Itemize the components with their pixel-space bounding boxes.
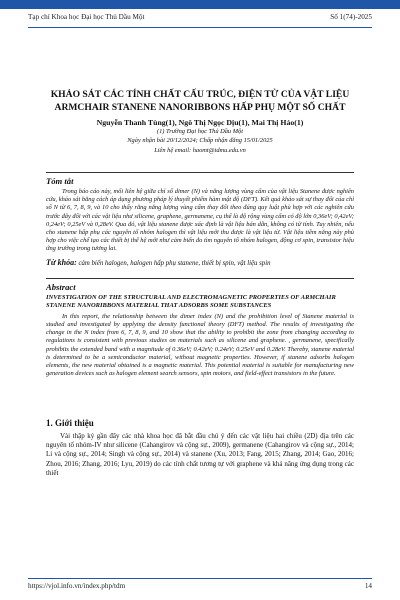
- journal-name: Tạp chí Khoa học Đại học Thủ Dầu Một: [28, 13, 145, 21]
- page-header: [28, 13, 372, 25]
- header-color-bar: [0, 0, 400, 9]
- abstract-title: INVESTIGATION OF THE STRUCTURAL AND ELECTROMAGNETIC PROPERTIES OF ARMCHAIR STANENE NANORIBBONS MATERIAL THAT ADSORBS SOME SUBSTANCES: [46, 294, 336, 310]
- abstract-heading: Abstract: [46, 282, 76, 292]
- summary-heading: Tóm tắt: [46, 176, 74, 186]
- author-affiliation: (1) Trường Đại học Thủ Dầu Một: [156, 128, 244, 136]
- author-block: [28, 118, 372, 155]
- footer-rule: [28, 578, 372, 579]
- abstract-text: In this report, the relationship between the dimer index (N) and the prohibition level of Stanene material is studied and investigated by applying the density functional theory (DFT) method. The results of investigating the change in the N index from 6, 7, 8, 9, and 10 show that the ability to prohibit the zone from changing according to regulations is consistent with previous studies on materials such as silicene and graphene. , germanene, specifically prohibits the extended band with a magnitude of 0.36eV; 0.42eV; 0.24eV; 0.25eV and 0.28eV. Thereby, stanene material is determined to be a semiconductor material, without magnetic properties. However, if stanene adsorbs halogen elements, the new material obtained is a magnetic material. This potential material is suitable for manufacturing new generation devices such as halogen element search sensors, spin motors, and field-effect transistors in the future.: [46, 312, 354, 378]
- header-rule: [28, 27, 372, 28]
- keywords-label: Từ khóa:: [46, 257, 77, 267]
- title-line-2: ARMCHAIR STANENE NANORIBBONS HẤP PHỤ MỘT SỐ CHẤT: [54, 102, 346, 113]
- keywords: [46, 258, 354, 268]
- summary-section: [46, 172, 354, 268]
- contact-email: Liên hệ email: haomt@tdmu.edu.vn: [154, 146, 246, 154]
- introduction-text: Vài thập kỷ gần đây các nhà khoa học đã bắt đầu chú ý đến các vật liệu hai chiều (2D) địa trên các nguyên tố nhóm-IV như silicene (Cahangirov và cộng sự., 2009), germanene (Cahangirov và cộng sự., 2014; Li và cộng sự., 2014; Singh và cộng sự., 2014) và stanene (Xu, 2013; Fang, 2015; Zhang, 2014; Gao, 2016; Zhou, 2016; Zhang, 2016; Lyu, 2019) do các tính chất tương tự với graphene và khả năng ứng dụng trong các thiết: [46, 432, 354, 477]
- title-line-1: KHẢO SÁT CÁC TÍNH CHẤT CẤU TRÚC, ĐIỆN TỬ CỦA VẬT LIỆU: [50, 89, 350, 100]
- keywords-text: cảm biến halogen, halogen hấp phụ stanene, thiết bị spin, vật liệu spin: [78, 259, 271, 267]
- summary-text: Trong báo cáo này, mối liên hệ giữa chỉ số dimer (N) và năng lượng vùng cấm của vật liệu Stanene được nghiên cứu, khảo sát bằng cách áp dụng phương pháp lý thuyết phiếm hàm mật độ (DFT). Kết quả khảo sát sự thay đổi của chỉ số N từ 6, 7, 8, 9, và 10 cho thấy rằng năng lượng vùng cấm thay đổi theo đúng quy luật phù hợp với các nghiên cứu trước đây đối với các vật liệu như silicene, graphene, germanene, cụ thể là độ rộng vùng cấm có độ lớn 0,36eV; 0,42eV; 0,24eV; 0,25eV và 0,28eV. Qua đó, vật liệu stanene được xác định là vật liệu bán dẫn, không có từ tính. Tuy nhiên, nếu cho stanene hấp phụ các nguyên tố nhóm halogen thì vật liệu mới thu được là vật liệu từ. Vật liệu tiềm năng này phù hợp cho việc chế tạo các thiết bị thế hệ mới như cảm biến đo tìm nguyên tố nhóm halogen, động cơ spin, transistor hiệu ứng trường trong tương lai.: [46, 188, 354, 253]
- author-names: Nguyễn Thanh Tùng(1), Ngô Thị Ngọc Dịu(1), Mai Thị Hảo(1): [96, 118, 304, 127]
- submission-dates: Ngày nhận bài 20/12/2024; Chấp nhận đăng 15/01/2025: [127, 137, 273, 145]
- abstract-section: [46, 278, 354, 378]
- section-heading-introduction: 1. Giới thiệu: [46, 418, 94, 428]
- paper-title: [28, 88, 372, 114]
- journal-url[interactable]: https://vjol.info.vn/index.php/tdm: [28, 582, 126, 590]
- page-number: 14: [364, 582, 372, 590]
- page-footer: [28, 582, 372, 590]
- issue-number: Số 1(74)-2025: [330, 13, 372, 21]
